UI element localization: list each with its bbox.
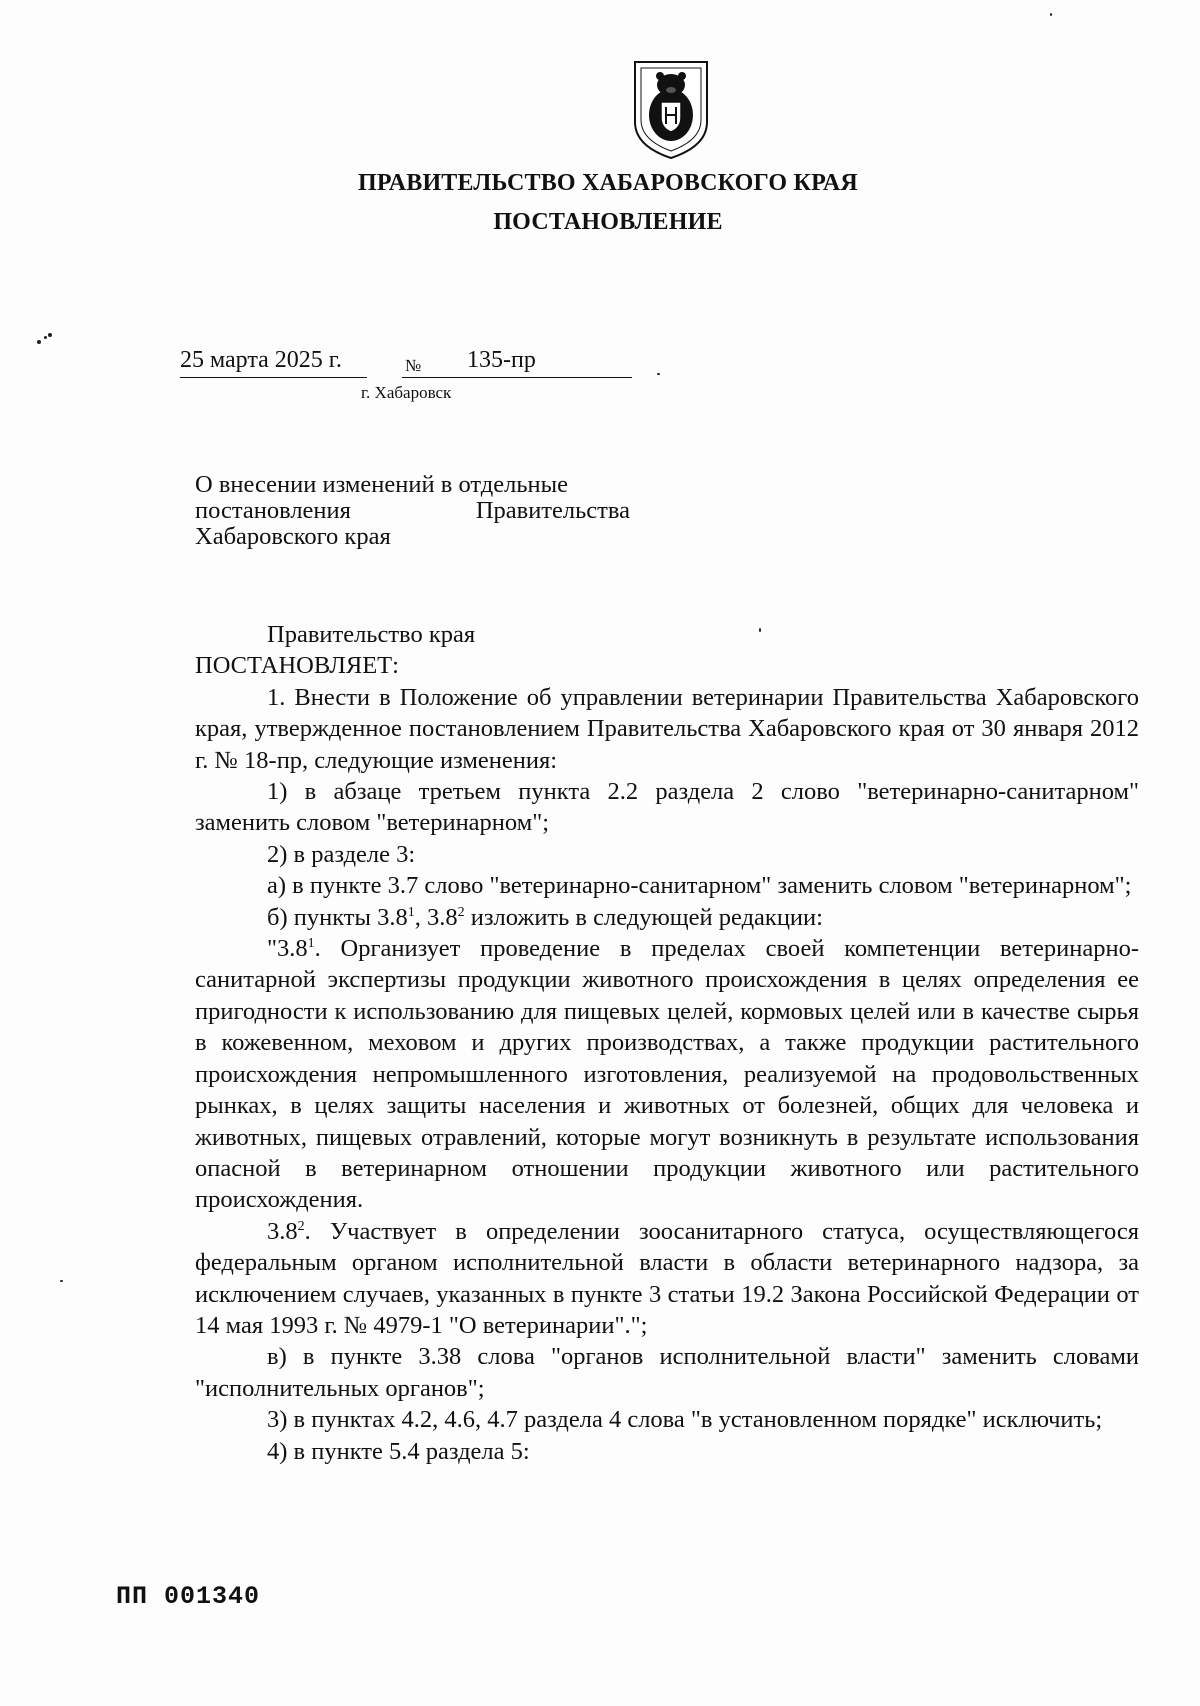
scan-speck [60, 1280, 63, 1282]
text-run: 3.8 [267, 1217, 298, 1245]
number-sign: № [405, 356, 422, 375]
subject-line: О внесении изменений в отдельные [195, 471, 568, 498]
superscript: 1 [407, 904, 415, 920]
superscript: 2 [297, 1218, 305, 1234]
superscript: 2 [457, 904, 465, 920]
text-run: б) пункты 3.8 [267, 903, 408, 931]
superscript: 1 [307, 935, 315, 951]
resolution-word: ПОСТАНОВЛЯЕТ: [195, 652, 399, 680]
document-type: ПОСТАНОВЛЕНИЕ [493, 209, 723, 235]
coat-of-arms-icon [629, 60, 713, 160]
subject-line [195, 498, 630, 524]
subject-word: постановления [195, 497, 351, 524]
text-run: . Организует проведение в пределах своей компетенции ветеринарно-санитарной экспертизы продукции животного происхождения в целях определения ее пригодности к использованию для пищевых целей, кормовых целей или в качестве сырья в кожевенном, меховом и других производствах, а также продукции растительного происхождения непромышленного изготовления, реализуемой на продовольственных рынках, в целях защиты населения и животных от болезней, общих для человека и животных, пищевых отравлений, которые могут возникнуть в результате использования опасной в ветеринарном отношении продукции животного или растительного происхождения. [195, 935, 1139, 1214]
paragraph: 2) в разделе 3: [267, 840, 416, 868]
document-date: 25 марта 2025 г. [180, 347, 342, 373]
text-run: изложить в следующей редакции: [464, 903, 823, 931]
date-underline [180, 377, 367, 378]
subject-word: Правительства [475, 497, 630, 524]
scan-speck [759, 628, 761, 632]
scan-speck [44, 336, 47, 339]
paragraph: а) в пункте 3.7 слово "ветеринарно-санитарном" заменить словом "ветеринарном"; [267, 872, 1132, 900]
text-run: , 3.8 [414, 903, 458, 931]
organization-title: ПРАВИТЕЛЬСТВО ХАБАРОВСКОГО КРАЯ [358, 170, 858, 196]
paragraph: в) в пункте 3.38 слова "органов исполнительной власти" заменить словами "исполнительных органов"; [195, 1343, 1139, 1402]
paragraph: 1. Внести в Положение об управлении ветеринарии Правительства Хабаровского края, утвержденное постановлением Правительства Хабаровского края от 30 января 2012 г. № 18-пр, следующие изменения: [195, 683, 1139, 774]
paragraph: 3) в пунктах 4.2, 4.6, 4.7 раздела 4 слова "в установленном порядке" исключить; [267, 1406, 1103, 1434]
form-code: ПП 001340 [116, 1582, 261, 1611]
text-run: "3.8 [267, 935, 308, 963]
scan-speck [48, 333, 52, 337]
text-run: . Участвует в определении зоосанитарного статуса, осуществляющегося федеральным органом исполнительной власти в области ветеринарного надзора, за исключением случаев, указанных в пункте 3 статьи 19.2 Закона Российской Федерации от 14 мая 1993 г. № 4979-1 "О ветеринарии"."; [195, 1217, 1139, 1339]
document-subject [195, 472, 630, 550]
document-body [195, 619, 1139, 1467]
paragraph [195, 933, 1139, 1216]
scan-speck [657, 373, 660, 375]
document-number: 135-пр [467, 347, 536, 373]
paragraph [195, 1216, 1139, 1342]
paragraph: 4) в пункте 5.4 раздела 5: [267, 1437, 530, 1465]
scan-speck [1050, 13, 1052, 16]
number-underline [402, 377, 632, 378]
intro-line: Правительство края [267, 621, 476, 648]
subject-line: Хабаровского края [195, 523, 391, 550]
paragraph [195, 902, 1139, 933]
paragraph: 1) в абзаце третьем пункта 2.2 раздела 2 слово "ветеринарно-санитарном" заменить словом "ветеринарном"; [195, 778, 1139, 837]
document-city: г. Хабаровск [361, 383, 452, 402]
scan-speck [37, 340, 41, 344]
